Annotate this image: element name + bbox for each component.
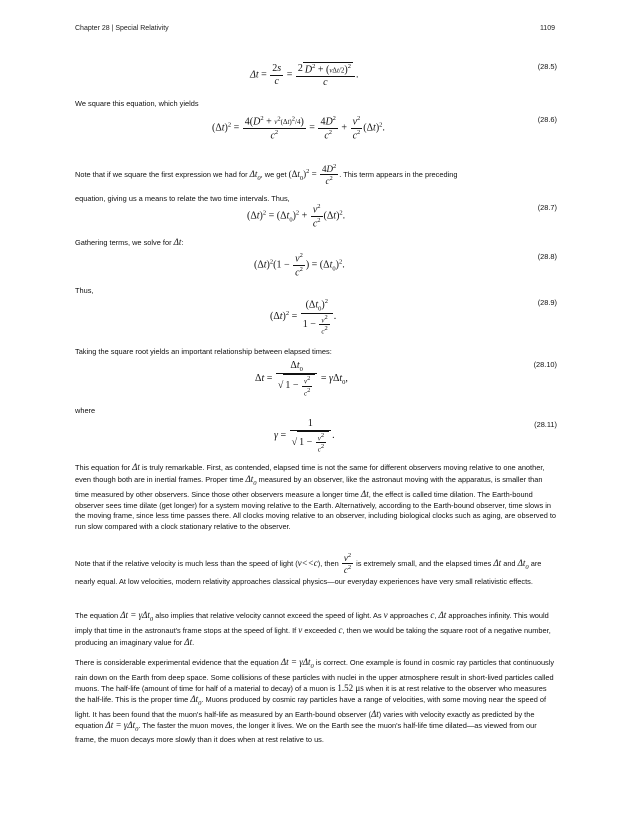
paragraph: Thus, bbox=[75, 286, 94, 295]
equation-number: (28.6) bbox=[537, 115, 557, 124]
equation-number: (28.11) bbox=[534, 420, 557, 429]
equation-number: (28.7) bbox=[537, 203, 557, 212]
equation-28-7: $(\Delta t)^2 = (\Delta t_0)^2$ + $\frac{v^2}{c^2}$ $(\Delta t)^2$. bbox=[247, 203, 346, 230]
equation-28-8: $(\Delta t)^2(1$ − $\frac{v^2}{c^2}$ ) = $(\Delta t_0)^2$. bbox=[254, 252, 345, 279]
chapter-header: Chapter 28 | Special Relativity bbox=[75, 25, 169, 32]
equation-number: (28.9) bbox=[537, 298, 557, 307]
equation-number: (28.5) bbox=[537, 62, 557, 71]
paragraph: We square this equation, which yields bbox=[75, 99, 199, 108]
equation-number: (28.10) bbox=[533, 360, 557, 369]
paragraph: Taking the square root yields an important relationship between elapsed times: bbox=[75, 347, 332, 356]
equation-28-10: Δt = $\Delta t_0$ √ 1 − $\frac{v^2}{c^2}$ = γΔt$_0$, bbox=[255, 360, 348, 398]
paragraph: where bbox=[75, 406, 96, 415]
paragraph: Note that if we square the first expression we had for $\Delta t_0$, we get $(\Delta t_0)^2$ = $\frac{4D^2}{c^2}$ . This term appears in the preceding equation, giving us a means to relate the two time intervals. Thus, bbox=[75, 163, 458, 203]
equation-28-9: $(\Delta t)^2$ = $(\Delta t_0)^2$ 1 − $\frac{v^2}{c^2}$ . bbox=[270, 298, 337, 336]
paragraph: This equation for Δt is truly remarkable. First, as contended, elapsed time is not the same for different observers moving relative to one another, even though both are in inertial frames. Proper time $\Delta t_0$ measured by an observer, like the astronaut moving with the apparatus, is smaller than time measured by other observers. Since those other observers measure a longer time Δt, the effect is called time dilation. The Earth-bound observer sees time dilate (get longer) for a system moving relative to the Earth. Alternatively, according to the Earth-bound observer, time slows in the moving frame, since less time passes there. All clocks moving relative to an observer, including biological clocks such as aging, are observed to run slow compared with a clock stationary relative to the observer. bbox=[75, 462, 557, 531]
paragraph: Gathering terms, we solve for Δt: bbox=[75, 237, 184, 247]
paragraph: There is considerable experimental evidence that the equation Δt = γΔt$_0$ is correct. One example is found in cosmic ray particles that continuously rain down on the Earth from deep space. Some collisions of these particles with nuclei in the upper atmosphere result in short-lived particles called muons. The half-life (amount of time for half of a material to decay) of a muon is 1.52 μs when it is at rest relative to the observer who measures the half-life. This is the proper time $\Delta t_0$. Muons produced by cosmic ray particles have a range of velocities, with some moving near the speed of light. It has been found that the muon's half-life as measured by an Earth-bound observer (Δt) varies with velocity exactly as predicted by the equation Δt = γΔt$_0$. The faster the muon moves, the longer it lives. We on the Earth see the muon's half-life time dilated—as viewed from our frame, the muon decays more slowly than it does when at rest relative to us. bbox=[75, 657, 555, 745]
page-number: 1109 bbox=[539, 25, 555, 32]
equation-28-11: γ = 1 √ 1 − $\frac{v^2}{c^2}$ . bbox=[274, 418, 335, 454]
paragraph: Note that if the relative velocity is much less than the speed of light (v<<c), then $\frac{v^2}{c^2}$ is extremely small, and the elapsed times Δt and $\Delta t_0$ are nearly equal. At low velocities, modern relativity approaches classical physics—our everyday experiences have very small relativistic effects. bbox=[75, 552, 542, 586]
equation-number: (28.8) bbox=[537, 252, 557, 261]
paragraph: The equation Δt = γΔt$_0$ also implies that relative velocity cannot exceed the speed of light. As v approaches c, Δt approaches infinity. This would imply that time in the astronaut's frame stops at the speed of light. If v exceeded c, then we would be taking the square root of a negative number, producing an imaginary value for Δt. bbox=[75, 610, 551, 647]
equation-28-5: Δt = $\frac{2s}{c}$ = $\frac{2 D^2 + (v\Delta t/2)^2}{c}$ . bbox=[250, 63, 359, 88]
equation-28-6: $(\Delta t)^2$ = $\frac{4(D^2 + v^2(\Delta t)^2/4)}{c^2}$ = $\frac{4D^2}{c^2}$ + $\frac{v^2}{c^2}$ $(\Delta t)^2$. bbox=[212, 115, 385, 142]
